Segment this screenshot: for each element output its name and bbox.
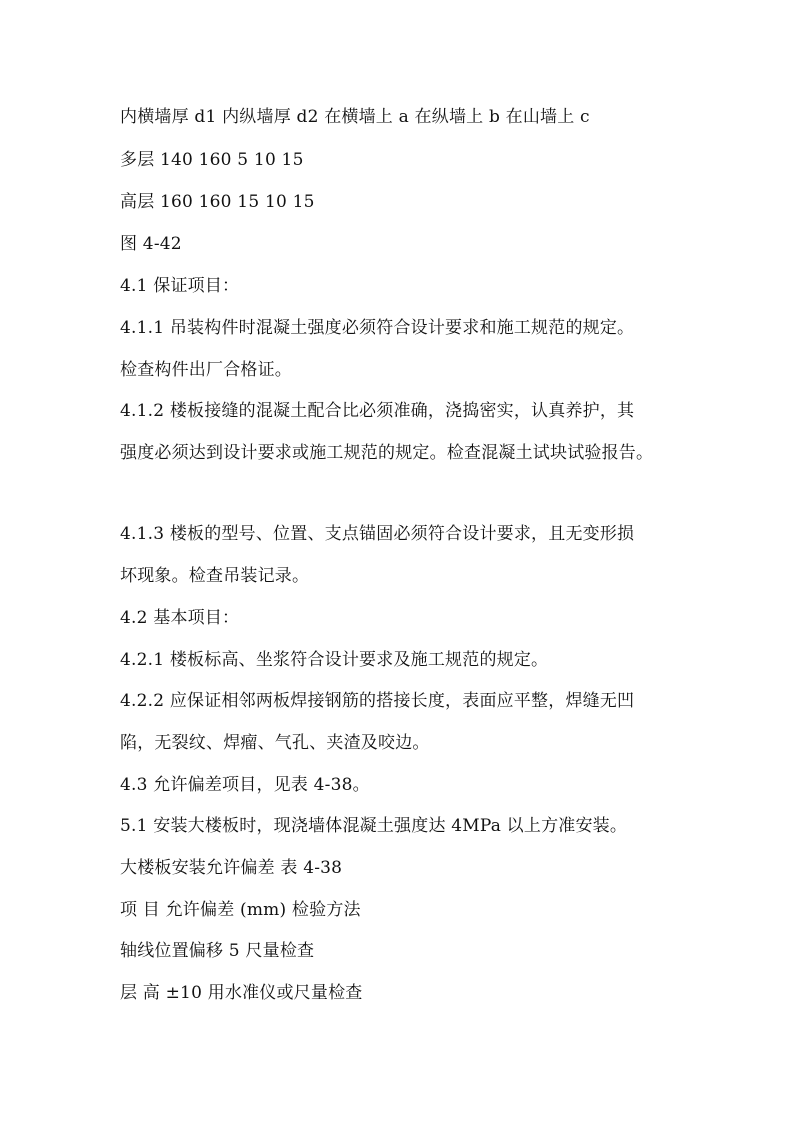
table-row-floor-height: 层 高 ±10 用水准仪或尺量检查: [120, 983, 363, 1003]
figure-caption: 图 4-42: [120, 234, 182, 254]
paragraph-4-1-1-cont: 检查构件出厂合格证。: [120, 360, 292, 380]
section-heading-guarantee: 4.1 保证项目：: [120, 276, 240, 296]
paragraph-5-1: 5.1 安装大楼板时，现浇墙体混凝土强度达 4MPa 以上方准安装。: [120, 816, 628, 836]
multistory-row: 多层 140 160 5 10 15: [120, 150, 304, 170]
table-row-axis-offset: 轴线位置偏移 5 尺量检查: [120, 941, 315, 961]
wall-thickness-header: 内横墙厚 d1 内纵墙厚 d2 在横墙上 a 在纵墙上 b 在山墙上 c: [120, 107, 590, 127]
paragraph-4-1-3-cont: 坏现象。检查吊装记录。: [120, 566, 310, 586]
paragraph-4-3: 4.3 允许偏差项目，见表 4-38。: [120, 775, 370, 795]
section-heading-basic: 4.2 基本项目：: [120, 608, 240, 628]
paragraph-4-1-3: 4.1.3 楼板的型号、位置、支点锚固必须符合设计要求，且无变形损: [120, 524, 635, 544]
highrise-row: 高层 160 160 15 10 15: [120, 192, 315, 212]
table-title: 大楼板安装允许偏差 表 4-38: [120, 858, 343, 878]
paragraph-4-1-1: 4.1.1 吊装构件时混凝土强度必须符合设计要求和施工规范的规定。: [120, 318, 635, 338]
paragraph-4-1-2-cont: 强度必须达到设计要求或施工规范的规定。检查混凝土试块试验报告。: [120, 443, 654, 463]
paragraph-4-2-1: 4.2.1 楼板标高、坐浆符合设计要求及施工规范的规定。: [120, 650, 549, 670]
paragraph-4-1-2: 4.1.2 楼板接缝的混凝土配合比必须准确，浇捣密实，认真养护，其: [120, 401, 635, 421]
paragraph-4-2-2: 4.2.2 应保证相邻两板焊接钢筋的搭接长度，表面应平整，焊缝无凹: [120, 691, 635, 711]
table-header-row: 项 目 允许偏差 (mm) 检验方法: [120, 900, 361, 920]
paragraph-4-2-2-cont: 陷，无裂纹、焊瘤、气孔、夹渣及咬边。: [120, 733, 430, 753]
